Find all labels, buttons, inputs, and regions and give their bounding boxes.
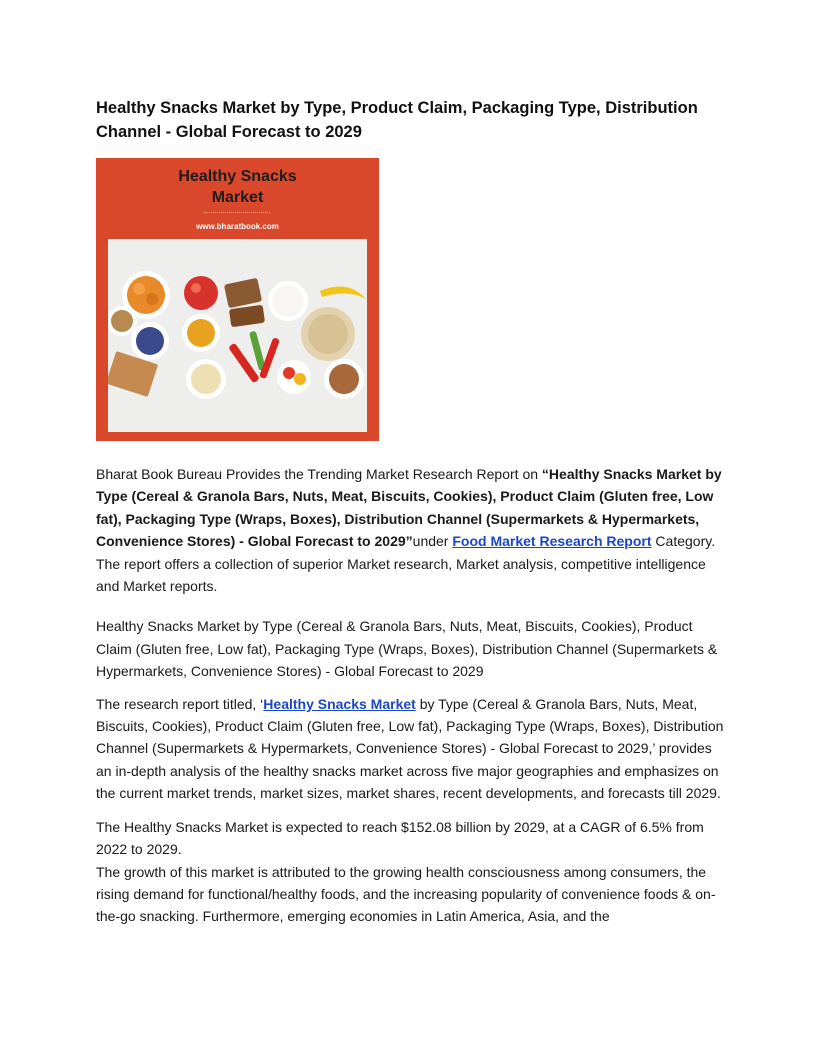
document-page xyxy=(96,96,724,928)
market-growth-line: The growth of this market is attributed to the growing health consciousness among consumers, the rising demand for functional/healthy foods, and the increasing popularity of convenience foods & on-the-go snacking. Furthermore, emerging economies in Latin America, Asia, and the xyxy=(96,863,716,925)
research-rest-text: by Type (Cereal & Granola Bars, Nuts, Meat, Biscuits, Cookies), Product Claim (Gluten free, Low fat), Packaging Type (Wraps, Boxes), Distribution Channel (Supermarkets & Hypermarkets, Convenience Stores) - Global Forecast to 2029,’ provides an in-depth analysis of the healthy snacks market across five major geographies and emphasizes on the current market trends, market sizes, market shares, recent developments, and forecasts till 2029. xyxy=(96,695,724,802)
summary-paragraph: Healthy Snacks Market by Type (Cereal & Granola Bars, Nuts, Meat, Biscuits, Cookies), Product Claim (Gluten free, Low fat), Packaging Type (Wraps, Boxes), Distribution Channel (Supermarkets & Hypermarkets, Convenience Stores) - Global Forecast to 2029 xyxy=(96,618,718,680)
cover-title-line1: Healthy Snacks xyxy=(178,168,297,185)
cover-url: www.bharatbook.com xyxy=(196,222,279,231)
intro-text: Bharat Book Bureau Provides the Trending Market Research Report on xyxy=(96,466,542,482)
intro-paragraph xyxy=(96,463,724,597)
snacks-photo-illustration xyxy=(108,239,367,432)
report-name-bold: “Healthy Snacks Market by Type (Cereal & Granola Bars, Nuts, Meat, Biscuits, Cookies), Product Claim (Gluten free, Low fat), Packaging Type (Wraps, Boxes), Distribution Channel (Supermarkets & Hypermarkets, Convenience Stores) - Global Forecast to 2029” xyxy=(96,466,722,550)
snacks-photo xyxy=(108,239,367,432)
market-forecast-paragraph xyxy=(96,816,724,928)
research-pre-text: The research report titled, ‘ xyxy=(96,695,264,712)
cover-title xyxy=(96,166,379,208)
food-market-research-report-link[interactable]: Food Market Research Report xyxy=(452,533,652,550)
report-title: Healthy Snacks Market by Type, Product Claim, Packaging Type, Distribution Channel - Global Forecast to 2029 xyxy=(96,99,698,141)
research-report-paragraph xyxy=(96,693,724,805)
market-forecast-line: The Healthy Snacks Market is expected to reach $152.08 billion by 2029, at a CAGR of 6.5% from 2022 to 2029. xyxy=(96,818,704,858)
healthy-snacks-market-link[interactable]: Healthy Snacks Market xyxy=(263,695,416,712)
intro-rest-text: Category. The report offers a collection of superior Market research, Market analysis, competitive intelligence and Market reports. xyxy=(96,533,716,595)
under-text: under xyxy=(412,533,453,550)
cover-dotted-divider xyxy=(204,212,270,213)
cover-title-line2: Market xyxy=(211,189,264,206)
cover-image xyxy=(96,158,379,441)
